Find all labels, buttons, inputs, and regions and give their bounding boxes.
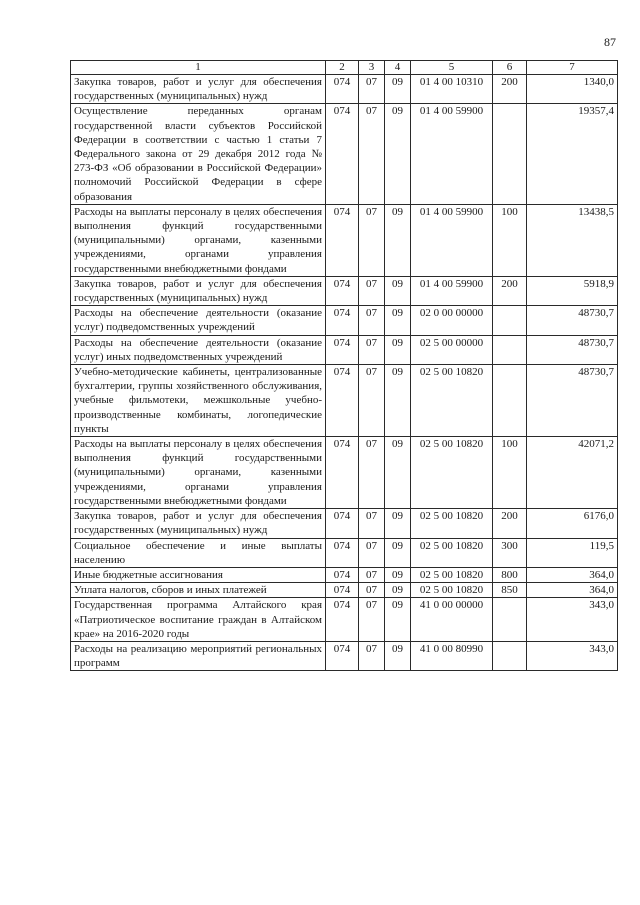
row-amount: 364,0 — [527, 583, 618, 598]
row-amount: 5918,9 — [527, 276, 618, 305]
row-ministry-code: 074 — [326, 335, 359, 364]
row-name: Социальное обеспечение и иные выплаты населению — [71, 538, 326, 567]
header-cell-5: 5 — [411, 61, 493, 75]
table-row — [71, 509, 618, 538]
row-amount: 119,5 — [527, 538, 618, 567]
row-section: 07 — [359, 75, 385, 104]
table-row — [71, 641, 618, 670]
row-subsection: 09 — [385, 567, 411, 582]
row-ministry-code: 074 — [326, 365, 359, 437]
row-subsection: 09 — [385, 306, 411, 335]
row-target-article: 02 5 00 10820 — [411, 538, 493, 567]
row-name: Расходы на обеспечение деятельности (оказание услуг) иных подведомственных учреждений — [71, 335, 326, 364]
header-cell-3: 3 — [359, 61, 385, 75]
row-section: 07 — [359, 335, 385, 364]
row-amount: 48730,7 — [527, 365, 618, 437]
row-subsection: 09 — [385, 538, 411, 567]
row-ministry-code: 074 — [326, 437, 359, 509]
header-cell-7: 7 — [527, 61, 618, 75]
row-target-article: 41 0 00 80990 — [411, 641, 493, 670]
row-amount: 42071,2 — [527, 437, 618, 509]
row-expense-type — [493, 306, 527, 335]
row-amount: 48730,7 — [527, 335, 618, 364]
table-row — [71, 335, 618, 364]
row-target-article: 02 5 00 00000 — [411, 335, 493, 364]
row-expense-type: 850 — [493, 583, 527, 598]
row-section: 07 — [359, 104, 385, 204]
row-subsection: 09 — [385, 104, 411, 204]
header-row — [71, 61, 618, 75]
row-name: Закупка товаров, работ и услуг для обеспечения государственных (муниципальных) нужд — [71, 75, 326, 104]
row-section: 07 — [359, 365, 385, 437]
table-row — [71, 306, 618, 335]
header-cell-6: 6 — [493, 61, 527, 75]
row-name: Расходы на выплаты персоналу в целях обеспечения выполнения функций государственными (муниципальными) органами, казенными учреждениями, органами управления государственными внебюджетными фондами — [71, 437, 326, 509]
row-ministry-code: 074 — [326, 104, 359, 204]
row-expense-type: 300 — [493, 538, 527, 567]
table-row — [71, 104, 618, 204]
row-expense-type: 200 — [493, 75, 527, 104]
row-ministry-code: 074 — [326, 204, 359, 276]
row-amount: 343,0 — [527, 641, 618, 670]
row-amount: 48730,7 — [527, 306, 618, 335]
row-target-article: 01 4 00 59900 — [411, 276, 493, 305]
row-expense-type: 200 — [493, 276, 527, 305]
row-target-article: 02 5 00 10820 — [411, 437, 493, 509]
row-section: 07 — [359, 583, 385, 598]
row-ministry-code: 074 — [326, 509, 359, 538]
table-row — [71, 598, 618, 642]
row-name: Расходы на реализацию мероприятий региональных программ — [71, 641, 326, 670]
row-target-article: 01 4 00 59900 — [411, 204, 493, 276]
row-section: 07 — [359, 306, 385, 335]
row-target-article: 02 5 00 10820 — [411, 509, 493, 538]
table-row — [71, 204, 618, 276]
table-row — [71, 567, 618, 582]
header-cell-2: 2 — [326, 61, 359, 75]
row-ministry-code: 074 — [326, 538, 359, 567]
row-section: 07 — [359, 641, 385, 670]
row-section: 07 — [359, 204, 385, 276]
row-ministry-code: 074 — [326, 641, 359, 670]
row-expense-type — [493, 641, 527, 670]
table-row — [71, 276, 618, 305]
row-subsection: 09 — [385, 204, 411, 276]
row-section: 07 — [359, 437, 385, 509]
row-subsection: 09 — [385, 509, 411, 538]
row-ministry-code: 074 — [326, 75, 359, 104]
row-name: Расходы на обеспечение деятельности (оказание услуг) подведомственных учреждений — [71, 306, 326, 335]
row-subsection: 09 — [385, 365, 411, 437]
row-name: Осуществление переданных органам государственной власти субъектов Российской Федерации в соответствии с частью 1 статьи 7 Федерального закона от 29 декабря 2012 года № 273-ФЗ «Об образовании в Российской Федерации» полномочий Российской Федерации в сфере образования — [71, 104, 326, 204]
row-expense-type — [493, 335, 527, 364]
row-name: Закупка товаров, работ и услуг для обеспечения государственных (муниципальных) нужд — [71, 276, 326, 305]
row-ministry-code: 074 — [326, 276, 359, 305]
row-section: 07 — [359, 538, 385, 567]
row-name: Расходы на выплаты персоналу в целях обеспечения выполнения функций государственными (муниципальными) органами, казенными учреждениями, органами управления государственными внебюджетными фондами — [71, 204, 326, 276]
row-name: Государственная программа Алтайского края «Патриотическое воспитание граждан в Алтайском крае» на 2016-2020 годы — [71, 598, 326, 642]
row-expense-type — [493, 365, 527, 437]
row-target-article: 02 5 00 10820 — [411, 583, 493, 598]
row-subsection: 09 — [385, 75, 411, 104]
row-target-article: 01 4 00 59900 — [411, 104, 493, 204]
row-target-article: 02 5 00 10820 — [411, 567, 493, 582]
row-target-article: 02 5 00 10820 — [411, 365, 493, 437]
page-number: 87 — [604, 35, 616, 49]
row-name: Учебно-методические кабинеты, централизованные бухгалтерии, группы хозяйственного обслуживания, учебные фильмотеки, межшкольные учебно-производственные комбинаты, логопедические пункты — [71, 365, 326, 437]
table-row — [71, 365, 618, 437]
row-expense-type — [493, 104, 527, 204]
row-section: 07 — [359, 598, 385, 642]
header-cell-4: 4 — [385, 61, 411, 75]
row-subsection: 09 — [385, 583, 411, 598]
row-amount: 364,0 — [527, 567, 618, 582]
table-row — [71, 75, 618, 104]
row-subsection: 09 — [385, 335, 411, 364]
row-amount: 343,0 — [527, 598, 618, 642]
row-amount: 1340,0 — [527, 75, 618, 104]
header-cell-1: 1 — [71, 61, 326, 75]
row-ministry-code: 074 — [326, 306, 359, 335]
budget-table — [70, 60, 618, 671]
row-name: Иные бюджетные ассигнования — [71, 567, 326, 582]
row-name: Уплата налогов, сборов и иных платежей — [71, 583, 326, 598]
row-expense-type: 800 — [493, 567, 527, 582]
table-row — [71, 538, 618, 567]
row-amount: 6176,0 — [527, 509, 618, 538]
row-expense-type: 200 — [493, 509, 527, 538]
row-section: 07 — [359, 509, 385, 538]
row-target-article: 01 4 00 10310 — [411, 75, 493, 104]
row-ministry-code: 074 — [326, 583, 359, 598]
row-subsection: 09 — [385, 276, 411, 305]
row-ministry-code: 074 — [326, 567, 359, 582]
table-row — [71, 437, 618, 509]
row-target-article: 41 0 00 00000 — [411, 598, 493, 642]
table-row — [71, 583, 618, 598]
row-subsection: 09 — [385, 598, 411, 642]
row-expense-type: 100 — [493, 204, 527, 276]
row-section: 07 — [359, 567, 385, 582]
row-amount: 19357,4 — [527, 104, 618, 204]
row-expense-type — [493, 598, 527, 642]
row-subsection: 09 — [385, 437, 411, 509]
row-section: 07 — [359, 276, 385, 305]
row-subsection: 09 — [385, 641, 411, 670]
row-expense-type: 100 — [493, 437, 527, 509]
row-target-article: 02 0 00 00000 — [411, 306, 493, 335]
row-ministry-code: 074 — [326, 598, 359, 642]
row-name: Закупка товаров, работ и услуг для обеспечения государственных (муниципальных) нужд — [71, 509, 326, 538]
row-amount: 13438,5 — [527, 204, 618, 276]
